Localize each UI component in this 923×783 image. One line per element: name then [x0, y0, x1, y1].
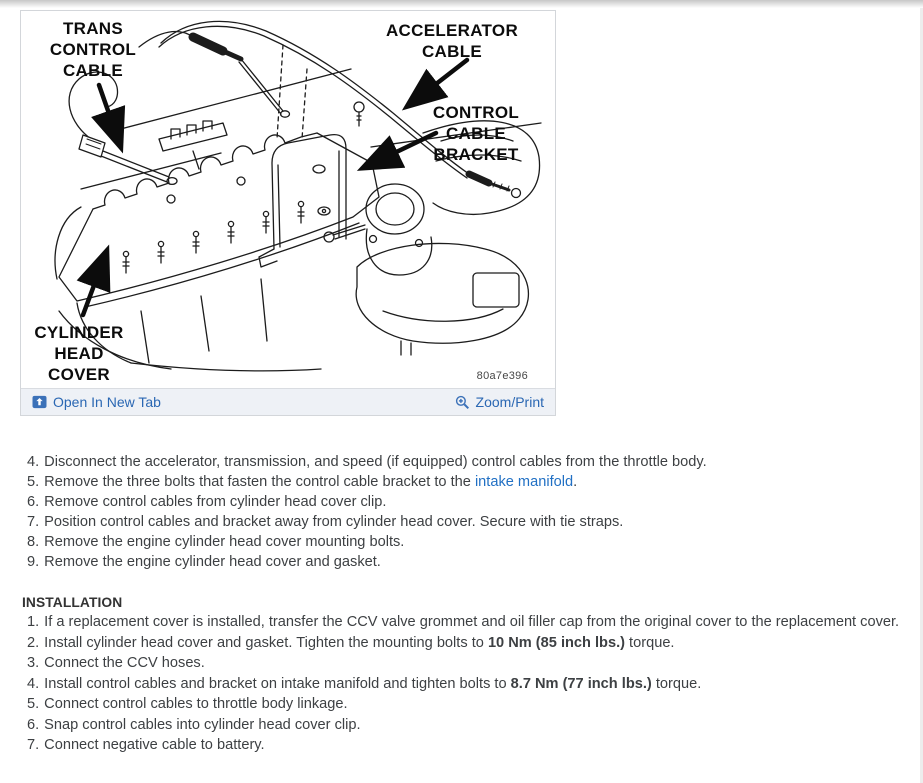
step-text-segment: torque.: [625, 634, 675, 651]
instruction-step: [27, 694, 907, 715]
step-number: 5.: [27, 474, 40, 490]
label-line: CONTROL: [432, 103, 520, 122]
step-text: [44, 472, 577, 492]
step-text: [44, 715, 360, 736]
step-text: [44, 492, 386, 512]
step-text-segment: Disconnect the accelerator, transmission, and speed (if equipped) control cables from the throttle body.: [44, 454, 707, 470]
torque-value: 10 Nm (85 inch lbs.): [487, 634, 625, 651]
step-text-segment: Install control cables and bracket on intake manifold and tighten bolts to: [44, 675, 511, 692]
step-text-segment: Connect control cables to throttle body linkage.: [44, 696, 348, 712]
step-text-segment: Remove control cables from cylinder head cover clip.: [44, 494, 387, 510]
step-text-segment: Remove the three bolts that fasten the control cable bracket to the: [44, 474, 475, 490]
step-number: 2.: [27, 634, 40, 651]
figure-code: 80a7e396: [476, 370, 528, 382]
intake-manifold-link[interactable]: intake manifold: [474, 474, 574, 490]
step-text-segment: Snap control cables into cylinder head cover clip.: [44, 716, 361, 733]
open-in-new-tab-label: Open In New Tab: [53, 394, 161, 410]
step-text: [44, 694, 347, 715]
label-line: CONTROL: [49, 40, 137, 59]
instruction-step: [27, 715, 907, 736]
instruction-step: [27, 653, 907, 674]
label-line: HEAD: [54, 344, 104, 363]
open-in-new-tab-link[interactable]: [32, 394, 161, 410]
zoom-print-label: Zoom/Print: [475, 394, 544, 410]
step-number: 6.: [27, 716, 40, 733]
step-text-segment: .: [573, 474, 578, 490]
instruction-step: [27, 612, 907, 633]
label-line: CABLE: [421, 42, 483, 61]
step-number: 6.: [27, 494, 40, 510]
step-text-segment: Connect the CCV hoses.: [44, 655, 205, 671]
step-text: [44, 674, 701, 695]
page-top-shadow: [0, 0, 923, 8]
step-text-segment: Remove the engine cylinder head cover and gasket.: [44, 554, 381, 570]
removal-steps-list: [27, 452, 907, 572]
step-text: [44, 633, 674, 654]
instruction-step: [27, 452, 907, 472]
step-number: 7.: [27, 737, 40, 753]
step-text-segment: Position control cables and bracket away from cylinder head cover. Secure with tie straps.: [44, 514, 624, 530]
step-number: 4.: [27, 675, 40, 692]
instruction-step: [27, 674, 907, 695]
label-line: CABLE: [62, 61, 124, 80]
step-text-segment: torque.: [651, 675, 702, 692]
step-text: [44, 532, 404, 552]
zoom-print-link[interactable]: [455, 394, 544, 410]
label-line: CYLINDER: [34, 323, 124, 342]
engine-diagram: [21, 11, 555, 388]
step-text: [44, 552, 381, 572]
label-line: TRANS: [62, 19, 124, 38]
figure-label-accelerator-cable: [379, 20, 525, 62]
instruction-step: [27, 512, 907, 532]
label-line: BRACKET: [433, 145, 519, 164]
figure-label-control-cable-bracket: [423, 102, 529, 165]
figure-toolbar: [21, 388, 555, 415]
instruction-step: [27, 492, 907, 512]
step-number: 8.: [27, 534, 40, 550]
step-text-segment: Install cylinder head cover and gasket. Tighten the mounting bolts to: [44, 634, 488, 651]
step-text: [44, 452, 706, 472]
step-number: 7.: [27, 514, 40, 530]
figure-label-trans-control-cable: [43, 18, 143, 81]
zoom-plus-icon: [455, 395, 470, 410]
step-number: 4.: [27, 454, 40, 470]
step-number: 9.: [27, 554, 40, 570]
label-line: ACCELERATOR: [385, 21, 519, 40]
step-text: [44, 512, 623, 532]
label-line: COVER: [48, 365, 110, 384]
instruction-step: [27, 633, 907, 654]
figure-panel: [20, 10, 556, 416]
step-text: [44, 735, 264, 756]
instruction-step: [27, 532, 907, 552]
step-number: 3.: [27, 655, 40, 671]
step-text: [44, 653, 205, 674]
step-text-segment: Remove the engine cylinder head cover mounting bolts.: [44, 534, 405, 550]
instruction-step: [27, 472, 907, 492]
step-number: 1.: [27, 614, 40, 630]
torque-value: 8.7 Nm (77 inch lbs.): [510, 675, 652, 692]
instruction-step: [27, 552, 907, 572]
open-in-new-tab-icon: [32, 395, 47, 409]
figure-label-cylinder-head-cover: [29, 322, 129, 385]
step-text: [44, 612, 899, 633]
installation-steps-list: [27, 612, 907, 756]
step-text-segment: Connect negative cable to battery.: [44, 737, 265, 753]
installation-heading: INSTALLATION: [22, 595, 123, 610]
label-line: CABLE: [445, 124, 507, 143]
step-number: 5.: [27, 696, 40, 712]
step-text-segment: If a replacement cover is installed, transfer the CCV valve grommet and oil filler cap from the original cover to the replacement cover.: [44, 614, 900, 630]
instruction-step: [27, 735, 907, 756]
